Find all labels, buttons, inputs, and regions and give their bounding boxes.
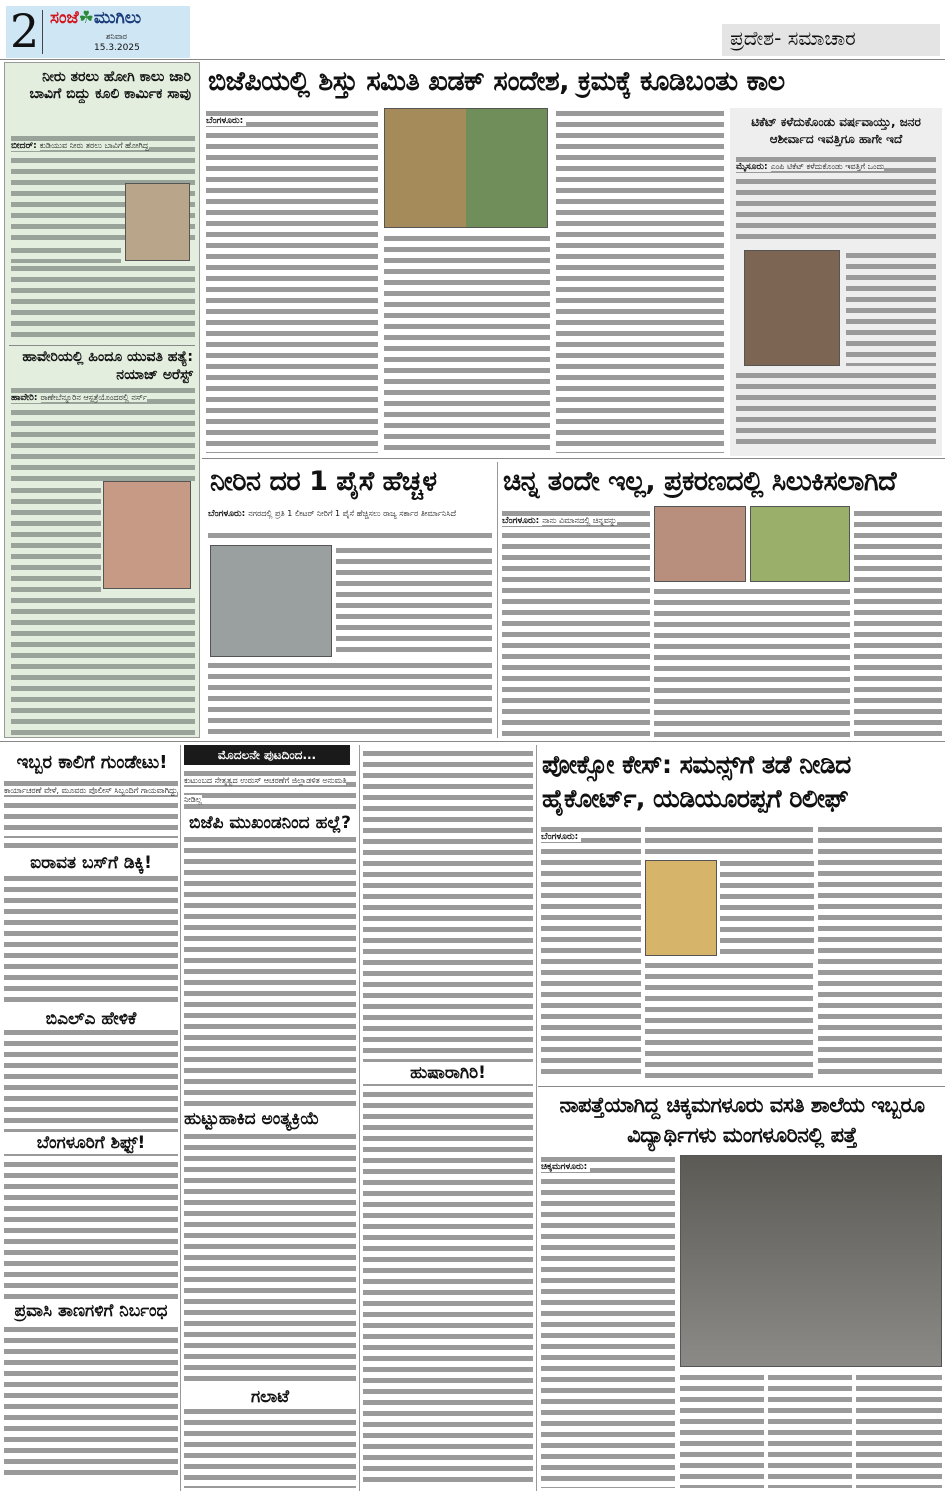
masthead: [6, 6, 190, 58]
side-box: [730, 108, 942, 456]
dateline: ಬೆಂಗಳೂರು:: [208, 509, 248, 519]
subhead: ಗಲಾಟೆ: [184, 1386, 356, 1408]
story-headline: ನೀರು ತರಲು ಹೋಗಿ ಕಾಲು ಜಾರಿ ಬಾವಿಗೆ ಬಿದ್ದು ಕೂಲಿ ಕಾರ್ಮಿಕ ಸಾವು: [29, 69, 191, 102]
missing-students-headline: ನಾಪತ್ತೆಯಾಗಿದ್ದ ಚಿಕ್ಕಮಗಳೂರು ವಸತಿ ಶಾಲೆಯ ಇಬ್ಬರೂ ವಿದ್ಯಾರ್ಥಿಗಳು ಮಂಗಳೂರಿನಲ್ಲಿ ಪತ್ತೆ: [559, 1093, 925, 1147]
subhead: ಇಬ್ಬರ ಕಾಲಿಗೆ ಗುಂಡೇಟು!: [4, 752, 180, 774]
actress-photo: [654, 506, 746, 582]
yediyurappa-photo: [645, 860, 717, 956]
subhead: ಪ್ರವಾಸಿ ತಾಣಗಳಿಗೆ ನಿರ್ಬಂಧ: [4, 1300, 178, 1322]
date: 15.3.2025: [94, 43, 140, 53]
lead-text: ಎಂಪಿ ಟಿಕೆಟ್ ಕಳೆದುಕೊಂಡು ಇವತ್ತಿಗೆ ಒಂದು: [770, 162, 885, 171]
dateline: ಬೆಂಗಳೂರು:: [206, 116, 246, 126]
left-column: [4, 62, 200, 738]
bjp-leaders-photo: [384, 108, 548, 228]
pocso-headline: ಪೋಕ್ಸೋ ಕೇಸ್: ಸಮನ್ಸ್‌ಗೆ ತಡೆ ನೀಡಿದ ಹೈಕೋರ್ಟ್, ಯಡಿಯೂರಪ್ಪಗೆ ರಿಲೀಫ್: [542, 750, 851, 813]
story-headline: ಹಾವೇರಿಯಲ್ಲಿ ಹಿಂದೂ ಯುವತಿ ಹತ್ಯೆ: ನಯಾಜ್ ಅರೆಸ್ಟ್: [22, 349, 193, 383]
dateline: ಚಿಕ್ಕಮಗಳೂರು:: [541, 1162, 590, 1172]
lead-text: ಕುಡಿಯುವ ನೀರು ತರಲು ಬಾವಿಗೆ ಹೋಗಿದ್ದ: [39, 141, 149, 150]
students-photo: [680, 1155, 942, 1367]
politician-photo: [744, 250, 840, 366]
subhead: ಬಿಜೆಪಿ ಮುಖಂಡನಿಂದ ಹಲ್ಲೆ?: [184, 812, 356, 834]
day: ಶನಿವಾರ: [106, 32, 128, 41]
dateline: ಹಾವೇರಿ:: [11, 393, 41, 403]
lead-text: ಕಾರ್ಯಾಚರಣೆ ವೇಳೆ, ಮೂವರು ಪೊಲೀಸ್ ಸಿಬ್ಬಂದಿಗೆ ಗಾಯವಾಗಿದ್ದು: [4, 786, 178, 795]
page-number: 2: [10, 4, 40, 58]
victim-photo: [125, 183, 190, 261]
continued-label: ಮೊದಲನೇ ಪುಟದಿಂದ...: [184, 745, 350, 765]
lead-text: ರಾಣೇಬೆನ್ನೂರಿನ ಆಸ್ಪತ್ರೆಯೊಂದರಲ್ಲಿ ನರ್ಸ್: [40, 393, 147, 402]
subhead: ಬಿಎಲ್‌ಎ ಹೇಳಿಕೆ: [4, 1008, 178, 1030]
section-title: ಪ್ರದೇಶ- ಸಮಾಚಾರ: [722, 24, 940, 56]
side-box-headline: ಟಿಕೆಟ್ ಕಳೆದುಕೊಂಡು ವರ್ಷವಾಯ್ತು, ಜನರ ಆಶೀರ್ವಾದ ಇವತ್ತಿಗೂ ಹಾಗೇ ಇದೆ: [751, 115, 921, 146]
subhead: ಹುಟ್ಟುಹಾಕಿದ ಅಂತ್ಯಕ್ರಿಯೆ: [184, 1108, 356, 1130]
water-tap-photo: [210, 545, 332, 657]
lead-text: ನಾನು ವಿಮಾನದಲ್ಲಿ ಚಿನ್ನವನ್ನು: [542, 516, 617, 525]
lead-text: ಕುಟುಂಬದ ನೇತೃತ್ವದ ಉರುಸ್ ಆಚರಣೆಗೆ ಜಿಲ್ಲಾಡಳಿತ ಅನುಮತಿ ನೀಡಿಲ್ಲ: [184, 776, 347, 804]
gold-bars-photo: [750, 506, 850, 582]
victim-photo: [103, 481, 191, 589]
dateline: ಬೆಂಗಳೂರು:: [541, 832, 581, 842]
subhead: ಐರಾವತ ಬಸ್‌ಗೆ ಡಿಕ್ಕಿ!: [4, 852, 178, 874]
lead-text: ನಗರದಲ್ಲಿ ಪ್ರತಿ 1 ಲೀಟರ್ ನೀರಿಗೆ 1 ಪೈಸೆ ಹೆಚ್ಚಿಸಲು ರಾಜ್ಯ ಸರ್ಕಾರ ತೀರ್ಮಾನಿಸಿದೆ: [248, 509, 457, 518]
water-story-headline: ನೀರಿನ ದರ 1 ಪೈಸೆ ಹೆಚ್ಚಳ: [210, 466, 437, 497]
top-story-headline: ಬಿಜೆಪಿಯಲ್ಲಿ ಶಿಸ್ತು ಸಮಿತಿ ಖಡಕ್ ಸಂದೇಶ, ಕ್ರಮಕ್ಕೆ ಕೂಡಿಬಂತು ಕಾಲ: [208, 66, 785, 97]
subhead: ಹುಷಾರಾಗಿರಿ!: [363, 1062, 533, 1084]
gold-story-headline: ಚಿನ್ನ ತಂದೇ ಇಲ್ಲ, ಪ್ರಕರಣದಲ್ಲಿ ಸಿಲುಕಿಸಲಾಗಿದೆ: [503, 466, 897, 497]
dateline: ಮೈಸೂರು:: [736, 162, 771, 172]
subhead: ಬೆಂಗಳೂರಿಗೆ ಶಿಫ್ಟ್!: [4, 1132, 178, 1154]
paper-logo: ಸಂಜೆ☘ಮುಗಿಲು: [50, 8, 142, 28]
dateline: ಬೆಂಗಳೂರು:: [502, 516, 542, 526]
dateline: ಬೀದರ್:: [11, 141, 40, 151]
